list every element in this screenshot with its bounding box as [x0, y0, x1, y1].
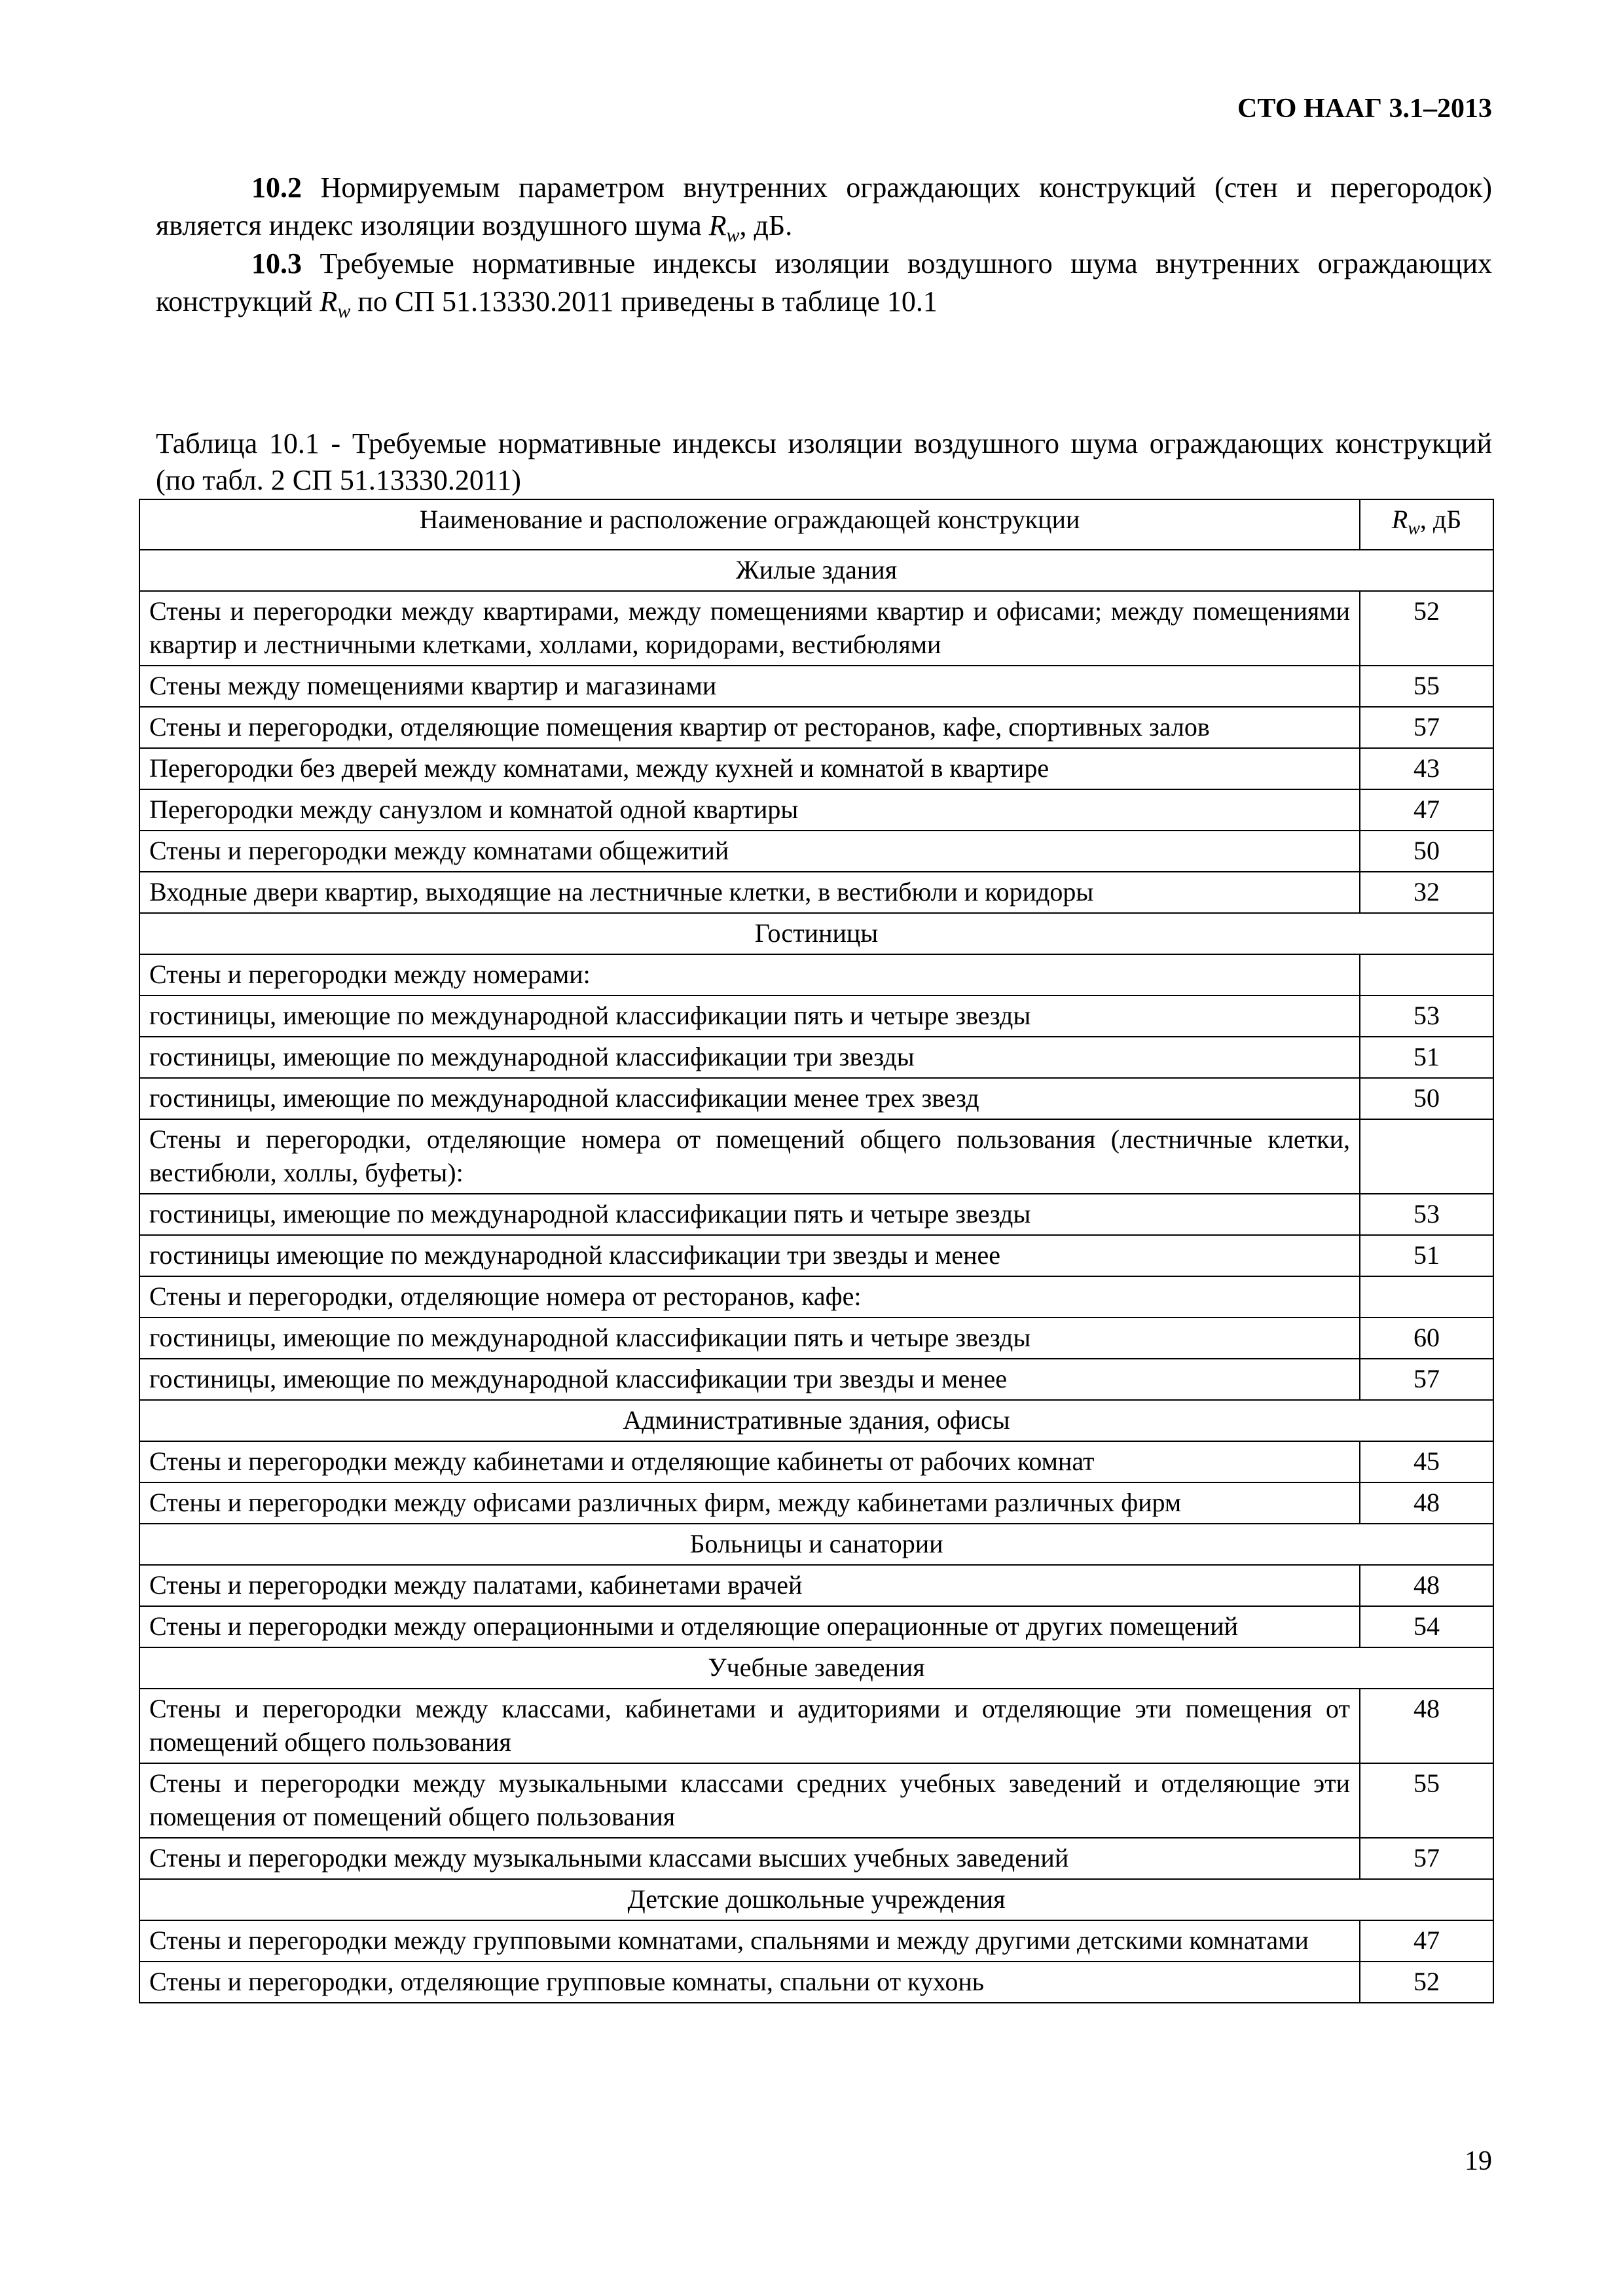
- column-header-rw: [1360, 499, 1493, 550]
- rw-value: 32: [1360, 872, 1493, 913]
- rw-symbol: R: [319, 285, 338, 317]
- column-header-construction: Наименование и расположение ограждающей конструкции: [139, 499, 1360, 550]
- section-row: [139, 913, 1493, 954]
- rw-value: 47: [1360, 789, 1493, 831]
- section-row: [139, 550, 1493, 591]
- construction-description: Стены и перегородки между палатами, кабинетами врачей: [139, 1565, 1360, 1606]
- section-row: [139, 1524, 1493, 1565]
- construction-description: Стены и перегородки, отделяющие групповые комнаты, спальни от кухонь: [139, 1962, 1360, 2003]
- table-row: [139, 666, 1493, 707]
- rw-value: 52: [1360, 591, 1493, 666]
- table-row: [139, 1689, 1493, 1763]
- construction-description: гостиницы, имеющие по международной классификации менее трех звезд: [139, 1078, 1360, 1119]
- rw-value: 43: [1360, 748, 1493, 789]
- clause-number: 10.2: [251, 171, 302, 204]
- rw-value: 48: [1360, 1565, 1493, 1606]
- section-row: [139, 1647, 1493, 1689]
- section-title: Больницы и санатории: [139, 1524, 1493, 1565]
- rw-value: 48: [1360, 1482, 1493, 1524]
- rw-value: 52: [1360, 1962, 1493, 2003]
- rw-symbol-subscript: w: [1408, 518, 1420, 539]
- table-row: [139, 1235, 1493, 1276]
- table-row: [139, 591, 1493, 666]
- construction-description: Стены и перегородки между музыкальными классами средних учебных заведений и отделяющие эти помещения от помещений общего пользования: [139, 1763, 1360, 1838]
- construction-description: Стены и перегородки, отделяющие помещения квартир от ресторанов, кафе, спортивных залов: [139, 707, 1360, 748]
- table-row: [139, 1276, 1493, 1318]
- construction-description: Стены и перегородки между операционными и отделяющие операционные от других помещений: [139, 1606, 1360, 1647]
- rw-value: 57: [1360, 707, 1493, 748]
- table-row: [139, 872, 1493, 913]
- table-row: [139, 1037, 1493, 1078]
- table-row: [139, 1078, 1493, 1119]
- rw-symbol-subscript: w: [337, 300, 351, 322]
- rw-symbol-subscript: w: [726, 224, 740, 246]
- rw-value: 55: [1360, 666, 1493, 707]
- rw-value: 53: [1360, 1194, 1493, 1235]
- table-row: [139, 1359, 1493, 1400]
- section-title: Детские дошкольные учреждения: [139, 1879, 1493, 1920]
- section-title: Гостиницы: [139, 913, 1493, 954]
- construction-description: Стены и перегородки между кабинетами и отделяющие кабинеты от рабочих комнат: [139, 1441, 1360, 1482]
- rw-value: [1360, 1119, 1493, 1194]
- table-row: [139, 996, 1493, 1037]
- rw-unit: , дБ: [1419, 505, 1462, 534]
- rw-value: 45: [1360, 1441, 1493, 1482]
- rw-value: 53: [1360, 996, 1493, 1037]
- table-row: [139, 1119, 1493, 1194]
- rw-value: [1360, 1276, 1493, 1318]
- paragraph-text-end: , дБ.: [739, 209, 793, 242]
- paragraph-text: Нормируемым параметром внутренних ограждающих конструкций (стен и перегородок) является индекс изоляции воздушного шума: [156, 171, 1492, 242]
- table-row: [139, 831, 1493, 872]
- rw-value: 54: [1360, 1606, 1493, 1647]
- construction-description: гостиницы, имеющие по международной классификации три звезды: [139, 1037, 1360, 1078]
- paragraph-text: Требуемые нормативные индексы изоляции воздушного шума внутренних ограждающих конструкций: [156, 247, 1492, 317]
- paragraph-text-end: по СП 51.13330.2011 приведены в таблице 10.1: [350, 285, 938, 317]
- table-row: [139, 1194, 1493, 1235]
- construction-description: гостиницы имеющие по международной классификации три звезды и менее: [139, 1235, 1360, 1276]
- table-row: [139, 707, 1493, 748]
- construction-description: Входные двери квартир, выходящие на лестничные клетки, в вестибюли и коридоры: [139, 872, 1360, 913]
- rw-symbol: R: [1391, 505, 1408, 534]
- construction-description: гостиницы, имеющие по международной классификации пять и четыре звезды: [139, 1318, 1360, 1359]
- table-row: [139, 1920, 1493, 1962]
- table-body: [139, 550, 1493, 2003]
- construction-description: гостиницы, имеющие по международной классификации пять и четыре звезды: [139, 996, 1360, 1037]
- construction-description: Стены между помещениями квартир и магазинами: [139, 666, 1360, 707]
- rw-value: 48: [1360, 1689, 1493, 1763]
- rw-symbol: R: [708, 209, 727, 242]
- construction-description: Стены и перегородки между музыкальными классами высших учебных заведений: [139, 1838, 1360, 1879]
- construction-description: Стены и перегородки, отделяющие номера от помещений общего пользования (лестничные клетки, вестибюли, холлы, буфеты):: [139, 1119, 1360, 1194]
- construction-description: Стены и перегородки между групповыми комнатами, спальнями и между другими детскими комнатами: [139, 1920, 1360, 1962]
- construction-description: Стены и перегородки между офисами различных фирм, между кабинетами различных фирм: [139, 1482, 1360, 1524]
- table-header-row: [139, 499, 1493, 550]
- table-row: [139, 1441, 1493, 1482]
- table-row: [139, 1565, 1493, 1606]
- table-row: [139, 1606, 1493, 1647]
- sound-insulation-table: [139, 499, 1494, 2003]
- table-caption: Таблица 10.1 - Требуемые нормативные индексы изоляции воздушного шума ограждающих конструкций (по табл. 2 СП 51.13330.2011): [156, 427, 1492, 496]
- construction-description: Стены и перегородки между классами, кабинетами и аудиториями и отделяющие эти помещения от помещений общего пользования: [139, 1689, 1360, 1763]
- rw-value: [1360, 954, 1493, 996]
- construction-description: Стены и перегородки между квартирами, между помещениями квартир и офисами; между помещениями квартир и лестничными клетками, холлами, коридорами, вестибюлями: [139, 591, 1360, 666]
- table-row: [139, 1318, 1493, 1359]
- section-title: Учебные заведения: [139, 1647, 1493, 1689]
- section-title: Жилые здания: [139, 550, 1493, 591]
- table-row: [139, 748, 1493, 789]
- construction-description: Стены и перегородки, отделяющие номера от ресторанов, кафе:: [139, 1276, 1360, 1318]
- table-row: [139, 1482, 1493, 1524]
- construction-description: гостиницы, имеющие по международной классификации три звезды и менее: [139, 1359, 1360, 1400]
- table-row: [139, 1763, 1493, 1838]
- rw-value: 50: [1360, 1078, 1493, 1119]
- rw-value: 50: [1360, 831, 1493, 872]
- document-code-header: СТО НААГ 3.1–2013: [1237, 94, 1492, 124]
- table-row: [139, 1962, 1493, 2003]
- clause-number: 10.3: [251, 247, 302, 279]
- rw-value: 60: [1360, 1318, 1493, 1359]
- paragraph-10-2: [156, 169, 1492, 255]
- rw-value: 51: [1360, 1235, 1493, 1276]
- rw-value: 51: [1360, 1037, 1493, 1078]
- section-row: [139, 1879, 1493, 1920]
- construction-description: Перегородки между санузлом и комнатой одной квартиры: [139, 789, 1360, 831]
- construction-description: Перегородки без дверей между комнатами, между кухней и комнатой в квартире: [139, 748, 1360, 789]
- table-row: [139, 789, 1493, 831]
- section-title: Административные здания, офисы: [139, 1400, 1493, 1441]
- rw-value: 47: [1360, 1920, 1493, 1962]
- table-row: [139, 1838, 1493, 1879]
- paragraph-10-3: [156, 245, 1492, 331]
- page-number: 19: [1465, 2146, 1492, 2176]
- table-row: [139, 954, 1493, 996]
- construction-description: Стены и перегородки между номерами:: [139, 954, 1360, 996]
- section-row: [139, 1400, 1493, 1441]
- rw-value: 57: [1360, 1838, 1493, 1879]
- rw-value: 57: [1360, 1359, 1493, 1400]
- construction-description: гостиницы, имеющие по международной классификации пять и четыре звезды: [139, 1194, 1360, 1235]
- construction-description: Стены и перегородки между комнатами общежитий: [139, 831, 1360, 872]
- rw-value: 55: [1360, 1763, 1493, 1838]
